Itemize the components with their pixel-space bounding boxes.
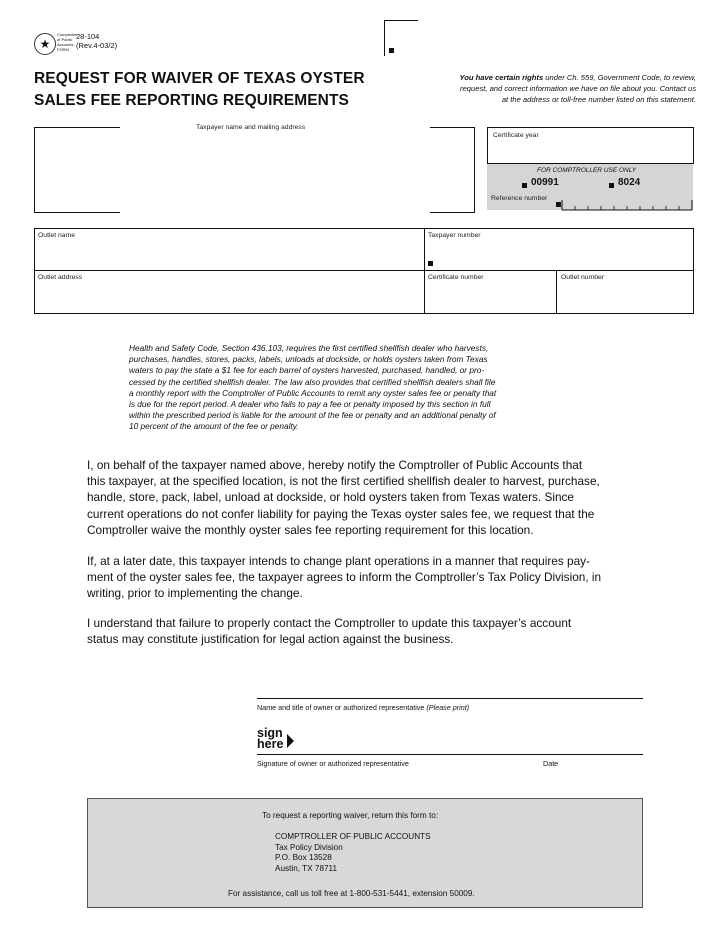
waiver-request-paragraph [87, 457, 643, 538]
return-intro: To request a reporting waiver, return this form to: [262, 811, 439, 820]
reference-number-label: Reference number [491, 195, 548, 202]
texas-star-seal-icon: ★ [34, 33, 56, 55]
rights-notice-line2: request, and correct information we have on file about you. Contact us [460, 84, 696, 93]
body-line: I understand that failure to properly contact the Comptroller to update this taxpayer’s account [87, 616, 572, 630]
code1-mark [522, 183, 527, 188]
outlet-number-label: Outlet number [561, 274, 605, 281]
address-box-bottom-right [430, 212, 475, 213]
address-box-left [34, 127, 35, 213]
form-title [34, 68, 365, 112]
sign-here-line2: here [257, 737, 284, 751]
statute-line: Health and Safety Code, Section 436.103, requires the first certified shellfish dealer who harvests, [129, 343, 489, 353]
change-notice-paragraph [87, 553, 643, 602]
body-line: handle, store, pack, label, unload at dockside, or hold oysters taken from Texas waters. Since [87, 490, 574, 505]
certificate-number-field[interactable] [425, 271, 555, 313]
statute-line: is due for the report period. A dealer who fails to pay a fee or penalty imposed by this section in full [129, 399, 491, 410]
code2-mark [609, 183, 614, 188]
return-address [275, 832, 431, 874]
return-address-box [87, 798, 643, 908]
return-address-line: P.O. Box 13528 [275, 853, 332, 862]
statute-line: waters to pay the state a $1 fee for each barrel of oysters harvested, purchased, handled, or pro- [129, 365, 485, 376]
rights-notice-line3: at the address or toll-free number listed on this statement. [501, 95, 696, 104]
certificate-year-field[interactable] [487, 127, 694, 164]
rights-notice [410, 72, 696, 105]
comptroller-code-2: 8024 [618, 177, 641, 188]
signature-label: Signature of owner or authorized representative [257, 759, 409, 768]
certificate-year-label: Certificate year [493, 132, 539, 139]
outlet-address-label: Outlet address [38, 274, 83, 281]
address-box-bottom-left [34, 212, 120, 213]
form-title-line2: SALES FEE REPORTING REQUIREMENTS [34, 92, 349, 109]
taxpayer-number-field[interactable] [425, 229, 693, 269]
address-box-top-left [34, 127, 120, 128]
rights-notice-bold: You have certain rights [459, 73, 544, 82]
taxpayer-number-label: Taxpayer number [428, 232, 481, 239]
return-address-line: COMPTROLLER OF PUBLIC ACCOUNTS [275, 832, 431, 841]
body-line: this taxpayer, at the specified location, is not the first certified shellfish dealer to harvest, purchase, [87, 474, 600, 489]
taxpayer-name-address-field[interactable] [36, 135, 472, 209]
name-title-field[interactable] [257, 679, 643, 699]
statute-line: purchases, handles, stores, packs, labels, unloads at dockside, or holds oysters taken from Texas [129, 354, 488, 365]
taxpayer-name-address-label: Taxpayer name and mailing address [196, 124, 306, 131]
statute-line: within the prescribed period is liable for the amount of the fee or penalty and an additional penalty of [129, 410, 496, 421]
address-box-top-right [430, 127, 475, 128]
outlet-name-field[interactable] [35, 229, 423, 269]
name-title-label [257, 703, 469, 712]
date-label: Date [543, 759, 559, 768]
header-corner-mark [384, 20, 385, 56]
please-print-note: (Please print) [426, 703, 470, 712]
return-address-line: Austin, TX 78711 [275, 863, 338, 873]
body-line: current operations do not confer liability for paying the Texas oyster sales fee, we request that the [87, 506, 595, 521]
legal-action-paragraph [87, 615, 643, 647]
form-number-block [76, 32, 117, 50]
reference-number-ticks[interactable] [560, 200, 694, 212]
body-line: ment of the oyster sales fee, the taxpayer agrees to inform the Comptroller’s Tax Policy Division, in [87, 570, 602, 585]
address-box-right [474, 127, 475, 213]
rights-notice-line1: under Ch. 559, Government Code, to review, [543, 73, 696, 82]
signature-field[interactable] [257, 735, 643, 755]
taxpayer-number-mark [428, 261, 433, 266]
body-line: If, at a later date, this taxpayer intends to change plant operations in a manner that requires pay- [87, 554, 590, 568]
sign-here-line1: sign [257, 726, 283, 740]
form-number: 28-104 [76, 32, 100, 41]
agency-logo-text: Comptroller of Public Accounts FORM [57, 32, 78, 52]
return-address-line: Tax Policy Division [275, 842, 343, 852]
form-title-line1: REQUEST FOR WAIVER OF TEXAS OYSTER [34, 70, 365, 87]
assistance-phone: For assistance, call us toll free at 1-800-531-5441, extension 50009. [228, 889, 475, 898]
comptroller-code-1: 00991 [531, 177, 559, 188]
comptroller-use-label: FOR COMPTROLLER USE ONLY [537, 167, 637, 174]
name-title-label-text: Name and title of owner or authorized representative [257, 703, 425, 712]
statute-paragraph [129, 343, 601, 433]
statute-line: a monthly report with the Comptroller of Public Accounts to remit any oyster sales fee or penalty that [129, 387, 497, 398]
body-line: Comptroller waive the monthly oyster sales fee reporting requirement for this location. [87, 522, 534, 537]
registration-mark [389, 48, 394, 53]
body-line: writing, prior to implementing the change. [87, 586, 303, 601]
statute-line: 10 percent of the amount of the fee or penalty. [129, 421, 299, 432]
form-revision: (Rev.4-03/2) [76, 41, 118, 50]
outlet-number-field[interactable] [557, 271, 693, 313]
outlet-address-field[interactable] [35, 271, 423, 313]
body-line: status may constitute justification for legal action against the business. [87, 632, 454, 647]
outlet-name-label: Outlet name [38, 232, 76, 239]
header-corner-mark-top [384, 20, 418, 21]
statute-line: cessed by the certified shellfish dealer. The law also provides that certified shellfish dealers shall file [129, 376, 496, 387]
certificate-number-label: Certificate number [428, 274, 484, 281]
body-line: I, on behalf of the taxpayer named above, hereby notify the Comptroller of Public Accounts that [87, 458, 583, 472]
